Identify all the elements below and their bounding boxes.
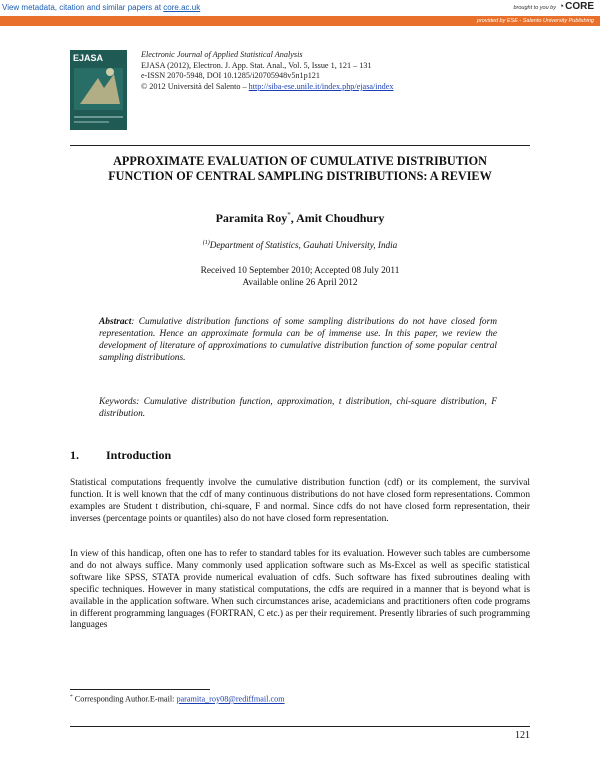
author-name: Paramita Roy bbox=[215, 211, 288, 225]
provider-bar bbox=[0, 16, 600, 26]
publication-dates bbox=[70, 265, 530, 289]
journal-info bbox=[141, 50, 393, 92]
footnote: * Corresponding Author.E-mail: paramita_roy08@rediffmail.com bbox=[70, 694, 285, 704]
body-paragraph: Statistical computations frequently involve the cumulative distribution function (cdf) or its complement, the survival function. It is well known that the cdf of many continuous distributions do not have closed form representations. Common examples are Student t distribution, chi-square, F and normal. Since cdfs do not have closed form representation, their inverses (percentage points or quantiles) also do not have closed form representation. bbox=[70, 478, 530, 524]
journal-citation: EJASA (2012), Electron. J. App. Stat. Anal., Vol. 5, Issue 1, 121 – 131 bbox=[141, 60, 372, 70]
core-logo[interactable]: ◔CORE bbox=[558, 1, 594, 12]
body-paragraph: In view of this handicap, often one has to refer to standard tables for its evaluation. However such tables are cumbersome and do not always suffice. Many commonly used application software such as Ms-Excel as well as specific statistical software like SPSS, STATA provide numerical evaluation of cdfs. Such software has fixed subroutines dealing with specific techniques. However in many statistical computations, the cdfs are required in a manner that is beyond what is available in the application software. When such circumstances arise, academicians and practitioners often code programs in different programming languages (FORTRAN, C etc.) as per their requirement. Presently libraries of such programming languages bbox=[70, 549, 530, 631]
paper-title: APPROXIMATE EVALUATION OF CUMULATIVE DISTRIBUTION FUNCTION OF CENTRAL SAMPLING DISTRIBUTIONS: A REVIEW bbox=[108, 154, 492, 183]
footnote-divider bbox=[70, 689, 210, 690]
metadata-link-text[interactable]: View metadata, citation and similar papers at core.ac.uk bbox=[2, 3, 201, 12]
keywords-label: Keywords bbox=[99, 397, 137, 407]
journal-cover-title: EJASA bbox=[73, 53, 104, 63]
received-date: Received 10 September 2010; Accepted 08 July 2011 bbox=[200, 266, 400, 276]
abstract-text: : Cumulative distribution functions of some sampling distributions do not have closed form representation. Hence an approximate formula can be of immense use. In this paper, we review the development of literature of approximations to cumulative distribution function of some popular central sampling distributions. bbox=[99, 317, 497, 363]
journal-copyright: © 2012 Università del Salento – http://siba-ese.unile.it/index.php/ejasa/index bbox=[141, 81, 394, 91]
paper-authors: Paramita Roy*, Amit Choudhury bbox=[215, 211, 385, 225]
core-banner bbox=[0, 0, 600, 16]
section-title: Introduction bbox=[106, 448, 172, 462]
section-number: 1. bbox=[70, 448, 79, 462]
abstract-label: Abstract bbox=[99, 317, 132, 327]
section-heading bbox=[70, 448, 171, 463]
journal-url-link[interactable]: http://siba-ese.unile.it/index.php/ejasa/index bbox=[248, 81, 394, 91]
brought-to-you-text: brought to you by bbox=[513, 5, 556, 11]
journal-issn-doi: e-ISSN 2070-5948, DOI 10.1285/i20705948v5n1p121 bbox=[141, 71, 320, 81]
author-name: Amit Choudhury bbox=[296, 211, 385, 225]
corresponding-mark: * bbox=[287, 211, 291, 219]
header-divider bbox=[70, 145, 530, 146]
core-logo-icon: ◔ bbox=[558, 1, 565, 11]
keywords bbox=[99, 396, 497, 420]
page-number: 121 bbox=[515, 730, 530, 741]
provided-by-link[interactable]: provided by ESE - Salento University Publishing bbox=[476, 17, 594, 24]
keywords-text: : Cumulative distribution function, approximation, t distribution, chi-square distribution, F distribution. bbox=[99, 397, 497, 419]
online-date: Available online 26 April 2012 bbox=[242, 278, 358, 288]
core-ac-uk-link[interactable]: core.ac.uk bbox=[163, 3, 201, 12]
affiliation: $^{(1)}$Department of Statistics, Gauhati University, India bbox=[202, 240, 398, 251]
journal-cover-image bbox=[70, 50, 127, 130]
footer-divider bbox=[70, 726, 530, 727]
journal-name: Electronic Journal of Applied Statistical Analysis bbox=[141, 50, 303, 59]
author-email-link[interactable]: paramita_roy08@rediffmail.com bbox=[176, 694, 285, 704]
abstract bbox=[99, 316, 497, 364]
